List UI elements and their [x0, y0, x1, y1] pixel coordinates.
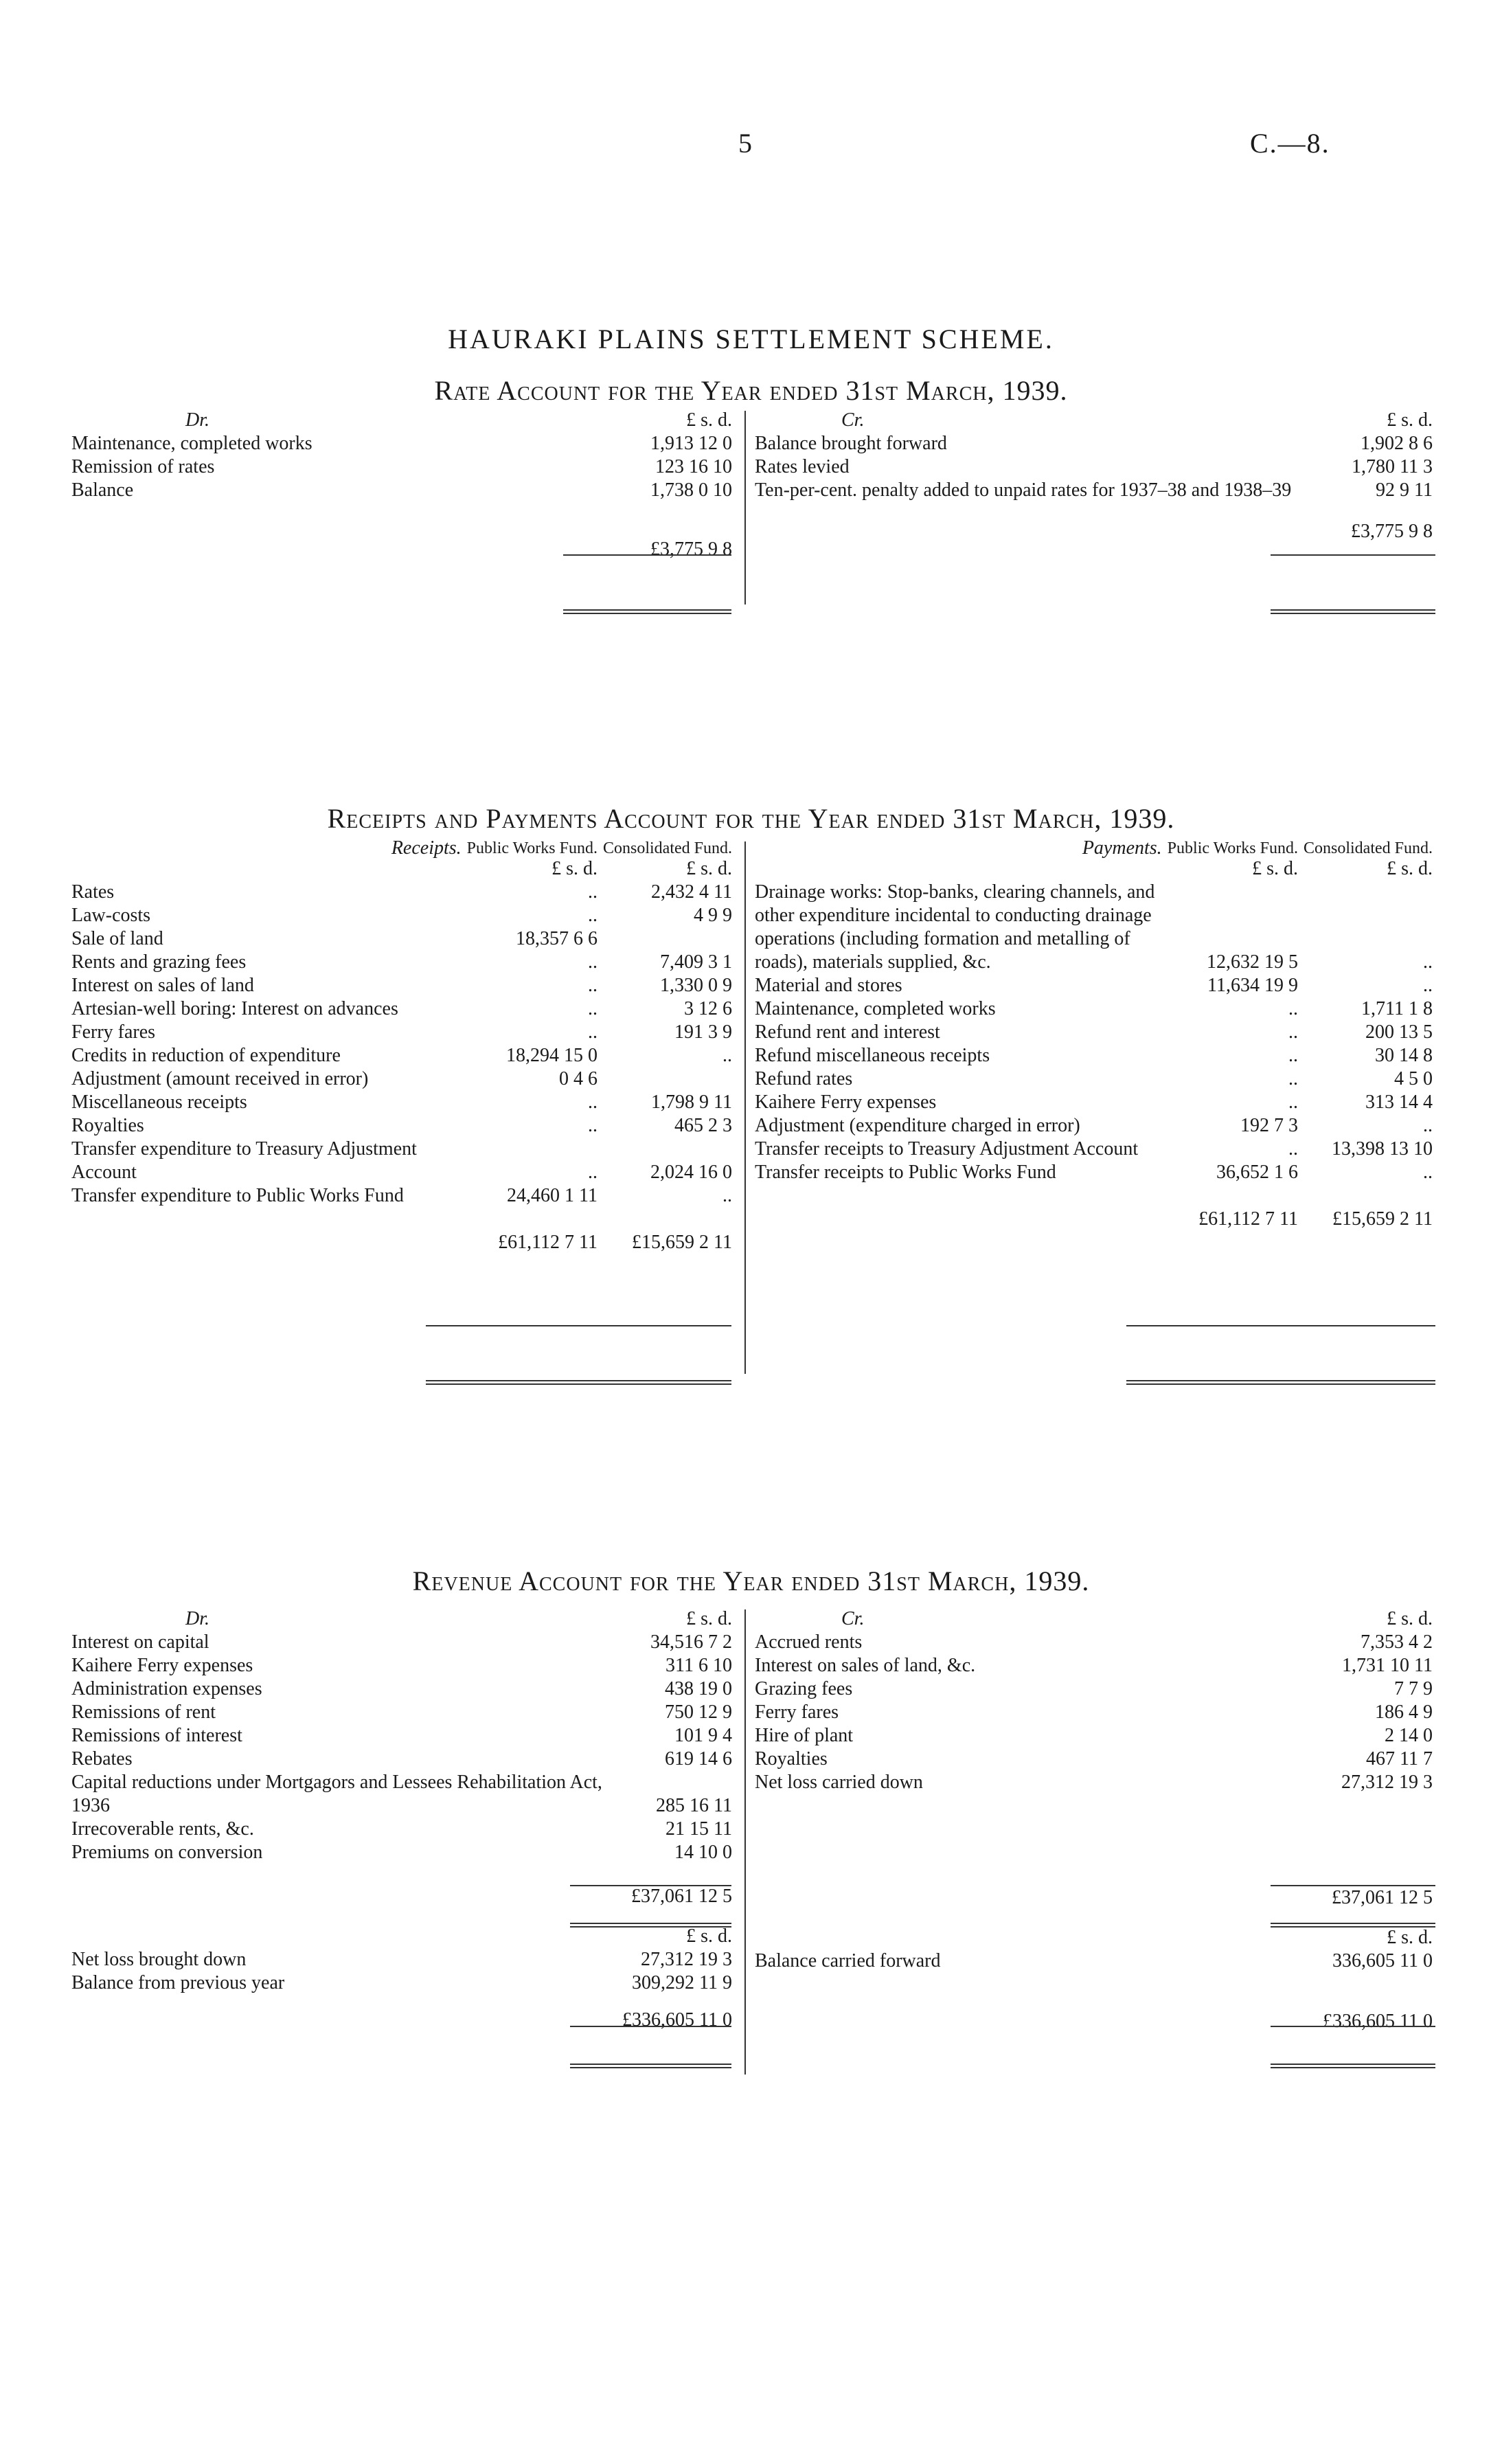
scheme-title: HAURAKI PLAINS SETTLEMENT SCHEME. — [448, 324, 1054, 354]
table-row: Rates levied 1,780 11 3 — [755, 456, 1433, 477]
currency-header: £ s. d. — [686, 1608, 732, 1629]
receipts-total-cf: £15,659 2 11 — [632, 1232, 732, 1253]
receipts-total-pwf: £61,112 7 11 — [498, 1232, 598, 1253]
table-row: Capital reductions under Mortgagors and Lessees Rehabilitation Act, 1936 285 16 11 — [71, 1772, 732, 1816]
table-row: Remissions of interest 101 9 4 — [71, 1725, 732, 1746]
table-row: Transfer expenditure to Treasury Adjustment Account .. 2,024 16 0 — [71, 1138, 732, 1183]
table-row: Ferry fares .. 191 3 9 — [71, 1021, 732, 1043]
pwf-header: Public Works Fund. — [1167, 839, 1298, 857]
receipts-label: Receipts. — [391, 837, 462, 859]
table-row: Administration expenses 438 19 0 — [71, 1678, 732, 1699]
table-row: Drainage works: Stop-banks, clearing channels, and other expenditure incidental to conducting drainage operations (including formation and metalling of roads), materials supplied, &c. 12,632 19 5 .. — [755, 881, 1433, 973]
payments-total-pwf: £61,112 7 11 — [1198, 1208, 1298, 1230]
table-row: Interest on sales of land .. 1,330 0 9 — [71, 975, 732, 996]
table-row: Law-costs .. 4 9 9 — [71, 905, 732, 926]
table-row: Hire of plant 2 14 0 — [755, 1725, 1433, 1746]
table-row: Rebates 619 14 6 — [71, 1748, 732, 1770]
table-row: Ferry fares 186 4 9 — [755, 1702, 1433, 1723]
table-row: Net loss carried down 27,312 19 3 — [755, 1772, 1433, 1793]
table-row: Ten-per-cent. penalty added to unpaid rates for 1937–38 and 1938–39 92 9 11 — [755, 479, 1433, 501]
table-row: Rents and grazing fees .. 7,409 3 1 — [71, 951, 732, 973]
table-row: Sale of land 18,357 6 6 — [71, 928, 598, 949]
table-row: Balance carried forward 336,605 11 0 — [755, 1950, 1433, 1971]
table-row: Transfer receipts to Public Works Fund 36,652 1 6 .. — [755, 1162, 1433, 1183]
table-row: Adjustment (amount received in error) 0 4 6 — [71, 1068, 598, 1089]
document-code: C.—8. — [1250, 128, 1330, 159]
receipts-payments-heading: Receipts and Payments Account for the Year ended 31st March, 1939. — [327, 803, 1175, 834]
dr-label: Dr. — [185, 409, 210, 431]
table-row: Remission of rates 123 16 10 — [71, 456, 732, 477]
table-row: Material and stores 11,634 19 9 .. — [755, 975, 1433, 996]
table-row: Grazing fees 7 7 9 — [755, 1678, 1433, 1699]
revenue-total-dr: £336,605 11 0 — [622, 2009, 732, 2031]
table-row: Maintenance, completed works .. 1,711 1 8 — [755, 998, 1433, 1019]
payments-label: Payments. — [1082, 837, 1162, 859]
table-row: Royalties .. 465 2 3 — [71, 1115, 732, 1136]
payments-table: Payments. Public Works Fund. Consolidated Fund. £ s. d. £ s. d. Drainage works: Stop-banks, clearing channels, and other expenditure incidental to conducting drainage operations (including formation and metalling of roads), materials supplied, &c. 12,632 19 5 .. Material and stores 11,634 19 9 .. Maintenance, completed works .. 1,711 1 8 Refund rent and interest .. 200 13 5 Refund miscellaneous receipts .. 30 14 8 Refund rates .. 4 5 0 Kaihere Ferry expenses .. 313 14 4 Adjustment (expenditure charged in error) 192 7 3 .. Transfer receipts to Treasury Adjustment Account .. 13,398 13 10 Transfer receipts to Public Works Fund 36,652 1 6 .. £61,112 7 11 £15,659 2 11 — [752, 839, 1435, 1231]
table-row: Artesian-well boring: Interest on advances .. 3 12 6 — [71, 998, 732, 1019]
table-row: Interest on sales of land, &c. 1,731 10 11 — [755, 1655, 1433, 1676]
table-row: Premiums on conversion 14 10 0 — [71, 1842, 732, 1863]
table-row: Maintenance, completed works 1,913 12 0 — [71, 433, 732, 454]
table-row: Miscellaneous receipts .. 1,798 9 11 — [71, 1092, 732, 1113]
page-number: 5 — [738, 128, 752, 159]
revenue-account-heading: Revenue Account for the Year ended 31st March, 1939. — [412, 1566, 1090, 1596]
revenue-cr: Cr. £ s. d. Accrued rents 7,353 4 2 Interest on sales of land, &c. 1,731 10 11 Grazing fees 7 7 9 Ferry fares 186 4 9 Hire of plant 2 14 0 Royalties 467 11 7 Net loss carried down 27,312 19 3 £37,061 12 5 £ s. d. Balance carried forward 336,605 11 0 £336,605 11 0 — [752, 1607, 1435, 2033]
table-row: Balance brought forward 1,902 8 6 — [755, 433, 1433, 454]
table-row: Interest on capital 34,516 7 2 — [71, 1631, 732, 1653]
table-row: Royalties 467 11 7 — [755, 1748, 1433, 1770]
revenue-total-cr: £336,605 11 0 — [1323, 2011, 1433, 2032]
currency-header: £ s. d. — [1387, 409, 1433, 431]
table-row: Adjustment (expenditure charged in error) 192 7 3 .. — [755, 1115, 1433, 1136]
cr-label: Cr. — [841, 409, 865, 431]
table-row: Balance 1,738 0 10 — [71, 479, 732, 501]
payments-total-cf: £15,659 2 11 — [1332, 1208, 1433, 1230]
table-row: Credits in reduction of expenditure 18,294 15 0 .. — [71, 1045, 732, 1066]
table-row: Remissions of rent 750 12 9 — [71, 1702, 732, 1723]
table-row: Refund rates .. 4 5 0 — [755, 1068, 1433, 1089]
pwf-header: Public Works Fund. — [466, 839, 598, 857]
rate-total-cr: £3,775 9 8 — [1351, 521, 1433, 542]
table-row: Refund miscellaneous receipts .. 30 14 8 — [755, 1045, 1433, 1066]
revenue-dr: Dr. £ s. d. Interest on capital 34,516 7 2 Kaihere Ferry expenses 311 6 10 Administration expenses 438 19 0 Remissions of rent 750 12 9 Remissions of interest 101 9 4 Rebates 619 14 6 Capital reductions under Mortgagors and Lessees Rehabilitation Act, 1936 285 16 11 Irrecoverable rents, &c. 21 15 11 Premiums on conversion 14 10 0 £37,061 12 5 £ s. d. Net loss brought down 27,312 19 3 Balance from previous year 309,292 11 9 £336,605 11 0 — [69, 1607, 735, 2032]
rate-account-heading: Rate Account for the Year ended 31st March, 1939. — [434, 375, 1068, 406]
dr-label: Dr. — [185, 1608, 210, 1629]
table-row: Kaihere Ferry expenses 311 6 10 — [71, 1655, 732, 1676]
revenue-subtotal-cr: £37,061 12 5 — [1332, 1887, 1433, 1908]
table-row: Net loss brought down 27,312 19 3 — [71, 1949, 732, 1970]
revenue-subtotal-dr: £37,061 12 5 — [631, 1886, 732, 1907]
table-row: Kaihere Ferry expenses .. 313 14 4 — [755, 1092, 1433, 1113]
cr-label: Cr. — [841, 1608, 865, 1629]
cf-header: Consolidated Fund. — [602, 839, 732, 857]
table-row: Transfer expenditure to Public Works Fund 24,460 1 11 .. — [71, 1185, 732, 1206]
cf-header: Consolidated Fund. — [1303, 839, 1433, 857]
rate-total-dr: £3,775 9 8 — [650, 539, 732, 560]
table-row: Balance from previous year 309,292 11 9 — [71, 1972, 732, 1993]
receipts-table: Receipts. Public Works Fund. Consolidated Fund. £ s. d. £ s. d. Rates .. 2,432 4 11 Law-costs .. 4 9 9 Sale of land 18,357 6 6 Rents and grazing fees .. 7,409 3 1 Interest on sales of land .. 1,330 0 9 Artesian-well boring: Interest on advances .. 3 12 6 Ferry fares .. 191 3 9 Credits in reduction of expenditure 18,294 15 0 .. Adjustment (amount received in error) 0 4 6 Miscellaneous receipts .. 1,798 9 11 Royalties .. 465 2 3 Transfer expenditure to Treasury Adjustment Account .. 2,024 16 0 Transfer expenditure to Public Works Fund 24,460 1 11 .. £61,112 7 11 £15,659 2 11 — [69, 839, 735, 1254]
currency-header: £ s. d. — [1387, 1608, 1433, 1629]
table-row: Accrued rents 7,353 4 2 — [755, 1631, 1433, 1653]
currency-header: £ s. d. — [686, 409, 732, 431]
table-row: Rates .. 2,432 4 11 — [71, 881, 732, 903]
table-row: Irrecoverable rents, &c. 21 15 11 — [71, 1818, 732, 1840]
table-row: Transfer receipts to Treasury Adjustment Account .. 13,398 13 10 — [755, 1138, 1433, 1160]
table-row: Refund rent and interest .. 200 13 5 — [755, 1021, 1433, 1043]
